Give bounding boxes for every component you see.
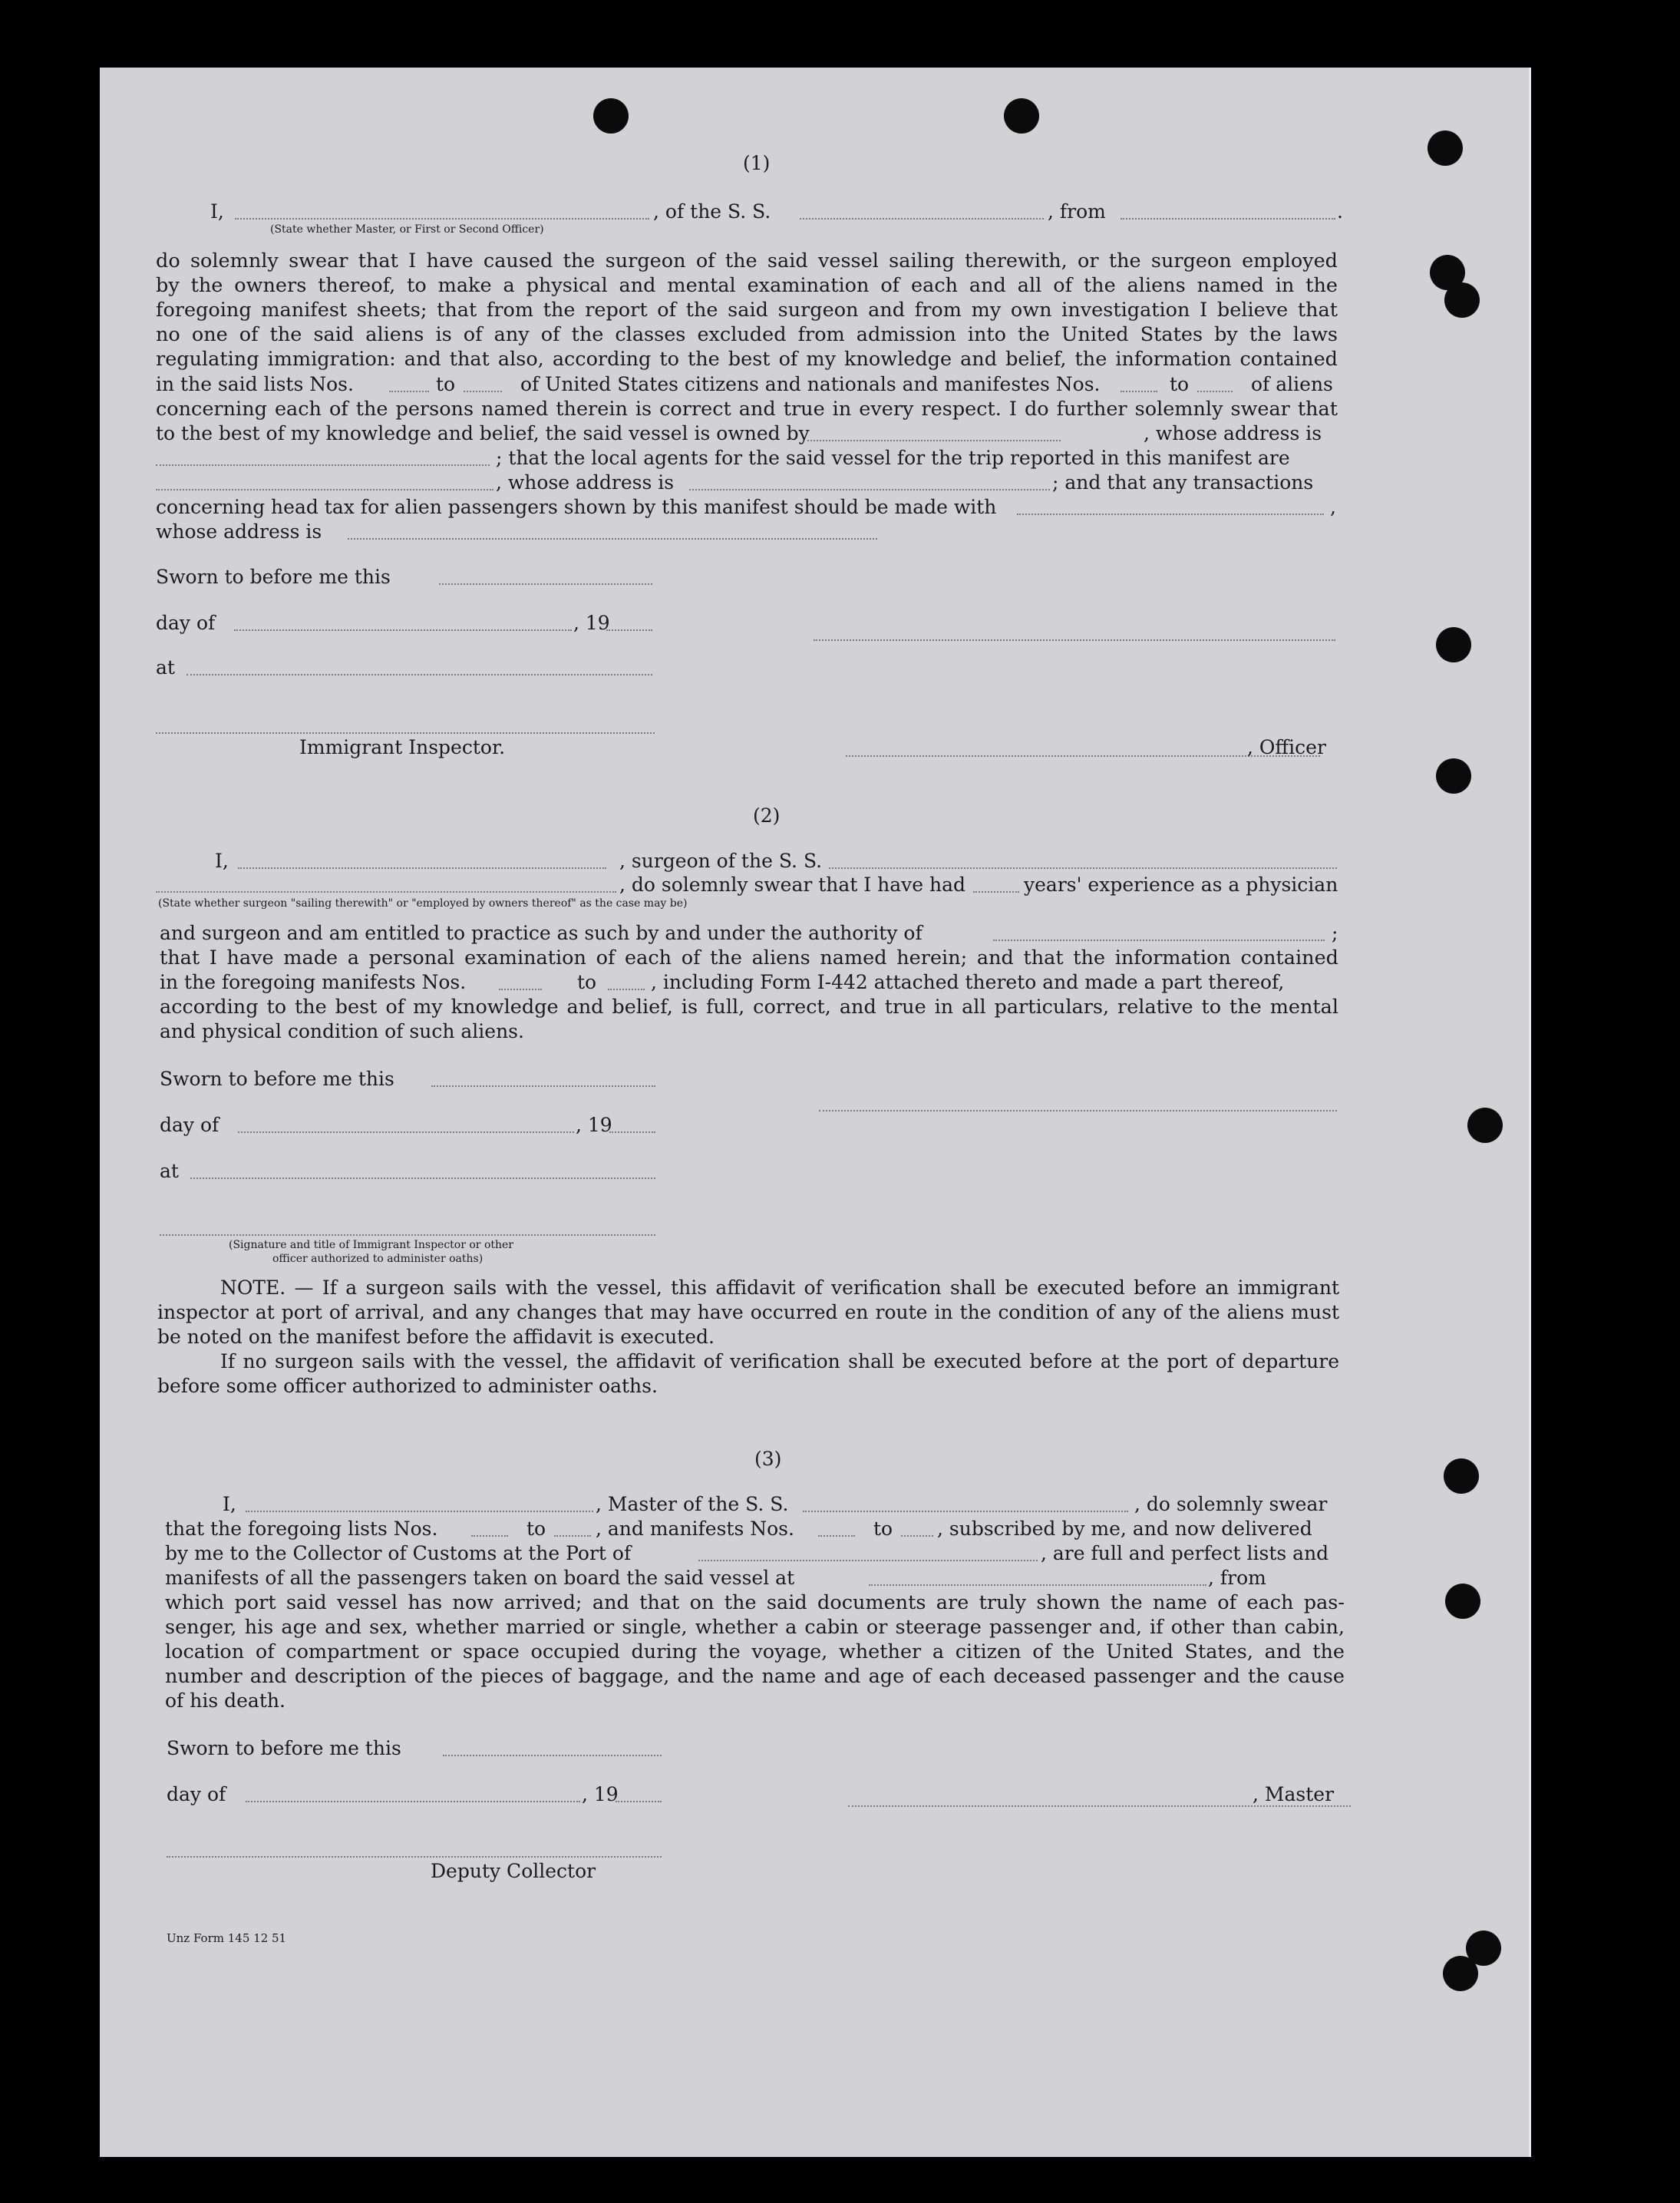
text: to [873, 1518, 893, 1540]
text: to [577, 971, 597, 993]
hint-text: (Signature and title of Immigrant Inspector or other [229, 1239, 513, 1251]
text: Deputy Collector [431, 1860, 596, 1882]
blank-field [348, 538, 877, 540]
text: to the best of my knowledge and belief, the said vessel is owned by [156, 422, 810, 444]
blank-field [608, 989, 645, 990]
text: I, [215, 850, 229, 872]
text: and surgeon and am entitled to practice as such by and under the authority of [160, 922, 923, 944]
blank-field [869, 1584, 1206, 1586]
punch-hole [1445, 1584, 1480, 1619]
signature-line [167, 1856, 662, 1858]
text: Sworn to before me this [160, 1068, 394, 1090]
text: ; [1332, 922, 1338, 944]
text: ; and that any transactions [1052, 471, 1314, 494]
blank-field [156, 489, 493, 490]
text: Sworn to before me this [167, 1737, 401, 1759]
blank-field [235, 218, 649, 220]
text: at [156, 656, 175, 679]
text: , surgeon of the S. S. [619, 850, 823, 872]
blank-field [471, 1535, 508, 1537]
blank-field [246, 1511, 593, 1512]
blank-field [156, 891, 616, 893]
punch-hole [1443, 1956, 1478, 1991]
blank-field [499, 989, 542, 990]
text: in the said lists Nos. [156, 373, 354, 395]
text: , from [1048, 200, 1106, 223]
text: whose address is [156, 520, 322, 543]
blank-field [431, 1085, 655, 1087]
punch-hole [1436, 758, 1471, 794]
note-paragraph [157, 1276, 1339, 1349]
text: , do solemnly swear [1134, 1493, 1328, 1515]
text: I, [223, 1493, 236, 1515]
text: , 19 [576, 1114, 612, 1136]
text: , and manifests Nos. [596, 1518, 794, 1540]
paragraph-line: by the owners thereof, to make a physical and mental examination of each and all of the aliens named in the [156, 274, 1338, 297]
text: , 19 [573, 612, 610, 634]
document-sheet [100, 68, 1531, 2157]
paragraph-line: according to the best of my knowledge and belief, is full, correct, and true in all particulars, relative to the mental [160, 996, 1338, 1019]
blank-field [554, 1535, 591, 1537]
text: I, [210, 200, 224, 223]
paragraph-line: that I have made a personal examination of each of the aliens named herein; and that the information contained [160, 946, 1338, 969]
signature-line [814, 639, 1335, 641]
blank-field [156, 464, 490, 466]
text: , whose address is [1144, 422, 1322, 444]
signature-line [156, 732, 655, 734]
text: to [526, 1518, 546, 1540]
note-text: If no surgeon sails with the vessel, the affidavit of verification shall be executed before at the port of departure before some officer authorized to administer oaths. [157, 1350, 1339, 1397]
text: , whose address is [496, 471, 675, 494]
blank-field [1121, 391, 1157, 392]
paragraph-line: foregoing manifest sheets; that from the report of the said surgeon and from my own investigation I believe that [156, 299, 1338, 322]
text: that the foregoing lists Nos. [165, 1518, 438, 1540]
text: day of [160, 1114, 219, 1136]
blank-field [609, 1131, 655, 1133]
blank-field [186, 674, 652, 675]
blank-field [190, 1177, 655, 1179]
text: at [160, 1160, 179, 1182]
punch-hole [1444, 1458, 1479, 1494]
blank-field [616, 1801, 662, 1802]
blank-field [973, 891, 1019, 893]
paragraph-line: which port said vessel has now arrived; and that on the said documents are truly shown the name of each pas- [165, 1591, 1345, 1614]
text: ; that the local agents for the said vessel for the trip reported in this manifest are [496, 447, 1290, 469]
punch-hole [1004, 98, 1039, 134]
text: , Master of the S. S. [596, 1493, 789, 1515]
signature-line [819, 1110, 1337, 1111]
punch-hole [1428, 130, 1463, 166]
blank-field [1017, 514, 1324, 515]
hint-text: (State whether Master, or First or Second Officer) [270, 223, 544, 236]
blank-field [389, 391, 429, 392]
text: Immigrant Inspector. [299, 736, 506, 758]
blank-field [464, 391, 502, 392]
text: , subscribed by me, and now delivered [937, 1518, 1312, 1540]
blank-field [234, 629, 572, 631]
text: and physical condition of such aliens. [160, 1020, 524, 1042]
text: in the foregoing manifests Nos. [160, 971, 467, 993]
text: , do solemnly swear that I have had [619, 874, 966, 896]
text: . [1337, 200, 1343, 223]
text: , including Form I-442 attached thereto and made a part thereof, [651, 971, 1285, 993]
blank-field [246, 1801, 580, 1802]
paragraph-line: senger, his age and sex, whether married or single, whether a cabin or steerage passenger and, if other than cabin, [165, 1616, 1345, 1639]
text: , Master [1253, 1783, 1335, 1805]
punch-hole [1467, 1108, 1503, 1143]
text: of United States citizens and nationals and manifestes Nos. [520, 373, 1101, 395]
text: , 19 [582, 1783, 619, 1805]
text: , from [1208, 1567, 1266, 1589]
text: , are full and perfect lists and [1041, 1542, 1329, 1564]
blank-field [829, 867, 1337, 869]
note-paragraph [157, 1349, 1339, 1399]
paragraph-line: no one of the said aliens is of any of the classes excluded from admission into the United States by the laws [156, 323, 1338, 346]
punch-hole [593, 98, 629, 134]
paragraph-line: concerning each of the persons named therein is correct and true in every respect. I do further solemnly swear that [156, 398, 1338, 421]
blank-field [800, 218, 1044, 220]
blank-field [443, 1755, 662, 1756]
blank-field [803, 1511, 1128, 1512]
blank-field [606, 629, 652, 631]
blank-field [238, 1131, 574, 1133]
punch-hole [1444, 282, 1480, 318]
text: to [1170, 373, 1190, 395]
blank-field [1197, 391, 1233, 392]
section-number: (2) [753, 804, 781, 827]
signature-line [160, 1234, 655, 1236]
text: , of the S. S. [653, 200, 771, 223]
text: of his death. [165, 1689, 286, 1712]
text: concerning head tax for alien passengers shown by this manifest should be made with [156, 496, 997, 518]
section-number: (1) [743, 152, 771, 174]
blank-field [698, 1560, 1038, 1561]
paragraph-line: do solemnly swear that I have caused the surgeon of the said vessel sailing therewith, or the surgeon employed [156, 249, 1338, 272]
text: Sworn to before me this [156, 566, 391, 588]
text: day of [156, 612, 216, 634]
note-text: NOTE. — If a surgeon sails with the vessel, this affidavit of verification shall be executed before an immigrant inspector at port of arrival, and any changes that may have occurred en route in the condition of any of the aliens must be noted on the manifest before the affidavit is executed. [157, 1277, 1339, 1348]
blank-field [1121, 218, 1335, 220]
text: manifests of all the passengers taken on board the said vessel at [165, 1567, 795, 1589]
hint-text: (State whether surgeon "sailing therewith" or "employed by owners thereof" as the case may be) [158, 897, 688, 910]
blank-field [993, 940, 1325, 941]
paragraph-line: regulating immigration: and that also, according to the best of my knowledge and belief, the information contained [156, 348, 1338, 371]
text: , [1330, 496, 1336, 518]
blank-field [901, 1535, 933, 1537]
blank-field [238, 867, 606, 869]
form-number: Unz Form 145 12 51 [167, 1931, 287, 1945]
text: , Officer [1247, 736, 1326, 758]
punch-hole [1436, 627, 1471, 662]
text: of aliens [1251, 373, 1333, 395]
blank-field [818, 1535, 855, 1537]
text: day of [167, 1783, 226, 1805]
text: to [436, 373, 456, 395]
text: by me to the Collector of Customs at the Port of [165, 1542, 632, 1564]
text: years' experience as a physician [1024, 874, 1338, 896]
blank-field [807, 440, 1061, 441]
paragraph-line: location of compartment or space occupied during the voyage, whether a citizen of the United States, and the [165, 1640, 1345, 1663]
hint-text: officer authorized to administer oaths) [272, 1253, 484, 1265]
paragraph-line: number and description of the pieces of baggage, and the name and age of each deceased passenger and the cause [165, 1665, 1345, 1688]
blank-field [439, 583, 652, 585]
blank-field [689, 489, 1050, 490]
section-number: (3) [754, 1448, 782, 1470]
